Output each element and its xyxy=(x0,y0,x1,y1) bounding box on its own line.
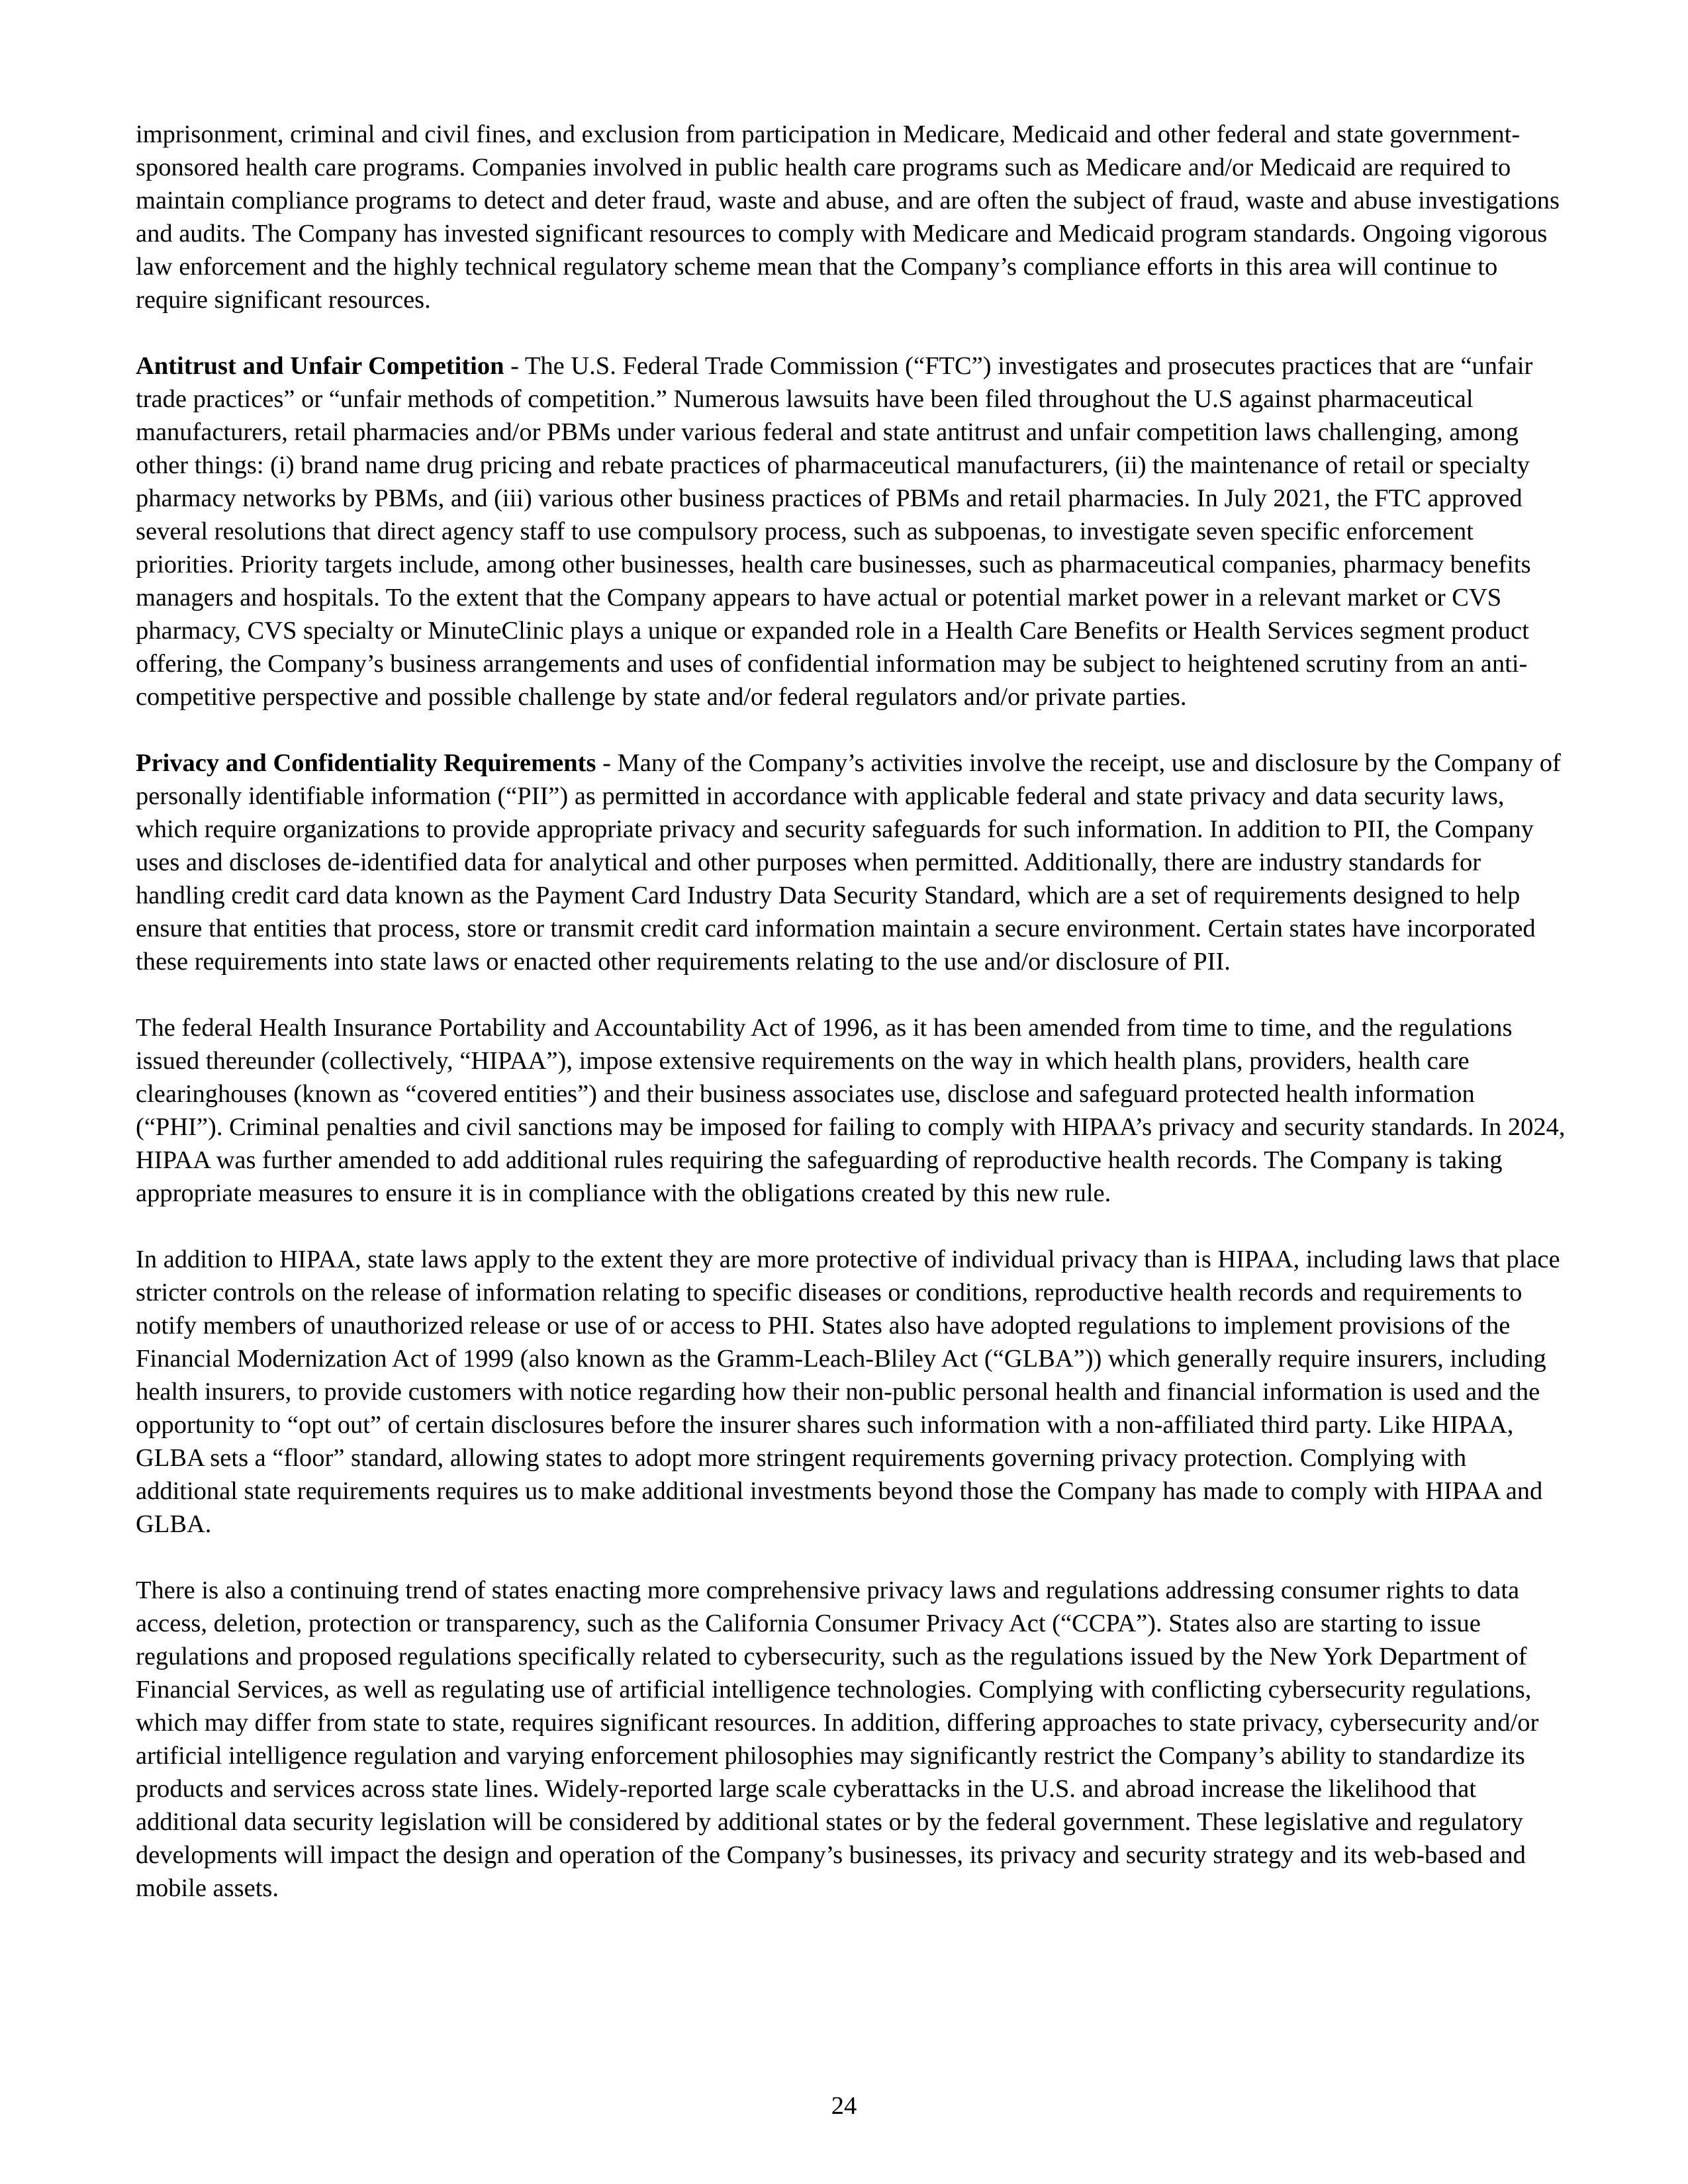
page-number: 24 xyxy=(831,2092,857,2120)
paragraph-text: imprisonment, criminal and civil fines, and exclusion from participation in Medicare, Medicaid and other federal and state government-sponsored health care programs. Companies involved in public health care programs such as Medicare and/or Medicaid are required to maintain compliance programs to detect and deter fraud, waste and abuse, and are often the subject of fraud, waste and abuse investigations and audits. The Company has invested significant resources to comply with Medicare and Medicaid program standards. Ongoing vigorous law enforcement and the highly technical regulatory scheme mean that the Company’s compliance efforts in this area will continue to require significant resources. xyxy=(136,120,1560,314)
paragraph-hipaa xyxy=(136,1011,1566,1210)
paragraph-privacy-trend xyxy=(136,1574,1566,1905)
paragraph-text: - Many of the Company’s activities involve the receipt, use and disclosure by the Company of personally identifiable information (“PII”) as permitted in accordance with applicable federal and state privacy and data security laws, which require organizations to provide appropriate privacy and security safeguards for such information. In addition to PII, the Company uses and discloses de-identified data for analytical and other purposes when permitted. Additionally, there are industry standards for handling credit card data known as the Payment Card Industry Data Security Standard, which are a set of requirements designed to help ensure that entities that process, store or transmit credit card information maintain a secure environment. Certain states have incorporated these requirements into state laws or enacted other requirements relating to the use and/or disclosure of PII. xyxy=(136,749,1561,976)
paragraph-text: There is also a continuing trend of states enacting more comprehensive privacy laws and regulations addressing consumer rights to data access, deletion, protection or transparency, such as the California Consumer Privacy Act (“CCPA”). States also are starting to issue regulations and proposed regulations specifically related to cybersecurity, such as the regulations issued by the New York Department of Financial Services, as well as regulating use of artificial intelligence technologies. Complying with conflicting cybersecurity regulations, which may differ from state to state, requires significant resources. In addition, differing approaches to state privacy, cybersecurity and/or artificial intelligence regulation and varying enforcement philosophies may significantly restrict the Company’s ability to standardize its products and services across state lines. Widely-reported large scale cyberattacks in the U.S. and abroad increase the likelihood that additional data security legislation will be considered by additional states or by the federal government. These legislative and regulatory developments will impact the design and operation of the Company’s businesses, its privacy and security strategy and its web-based and mobile assets. xyxy=(136,1576,1539,1902)
paragraph-text: - The U.S. Federal Trade Commission (“FTC”) investigates and prosecutes practices that are “unfair trade practices” or “unfair methods of competition.” Numerous lawsuits have been filed throughout the U.S against pharmaceutical manufacturers, retail pharmacies and/or PBMs under various federal and state antitrust and unfair competition laws challenging, among other things: (i) brand name drug pricing and rebate practices of pharmaceutical manufacturers, (ii) the maintenance of retail or specialty pharmacy networks by PBMs, and (iii) various other business practices of PBMs and retail pharmacies. In July 2021, the FTC approved several resolutions that direct agency staff to use compulsory process, such as subpoenas, to investigate seven specific enforcement priorities. Priority targets include, among other businesses, health care businesses, such as pharmaceutical companies, pharmacy benefits managers and hospitals. To the extent that the Company appears to have actual or potential market power in a relevant market or CVS pharmacy, CVS specialty or MinuteClinic plays a unique or expanded role in a Health Care Benefits or Health Services segment product offering, the Company’s business arrangements and uses of confidential information may be subject to heightened scrutiny from an anti-competitive perspective and possible challenge by state and/or federal regulators and/or private parties. xyxy=(136,352,1533,711)
paragraph-antitrust xyxy=(136,349,1566,713)
paragraph-privacy xyxy=(136,747,1566,978)
paragraph-fraud-abuse xyxy=(136,118,1566,316)
section-heading-antitrust: Antitrust and Unfair Competition xyxy=(136,352,504,380)
document-body xyxy=(136,118,1566,1938)
paragraph-state-laws xyxy=(136,1243,1566,1541)
section-heading-privacy: Privacy and Confidentiality Requirements xyxy=(136,749,596,777)
paragraph-text: The federal Health Insurance Portability and Accountability Act of 1996, as it has been amended from time to time, and the regulations issued thereunder (collectively, “HIPAA”), impose extensive requirements on the way in which health plans, providers, health care clearinghouses (known as “covered entities”) and their business associates use, disclose and safeguard protected health information (“PHI”). Criminal penalties and civil sanctions may be imposed for failing to comply with HIPAA’s privacy and security standards. In 2024, HIPAA was further amended to add additional rules requiring the safeguarding of reproductive health records. The Company is taking appropriate measures to ensure it is in compliance with the obligations created by this new rule. xyxy=(136,1014,1566,1207)
paragraph-text: In addition to HIPAA, state laws apply to the extent they are more protective of individual privacy than is HIPAA, including laws that place stricter controls on the release of information relating to specific diseases or conditions, reproductive health records and requirements to notify members of unauthorized release or use of or access to PHI. States also have adopted regulations to implement provisions of the Financial Modernization Act of 1999 (also known as the Gramm-Leach-Bliley Act (“GLBA”)) which generally require insurers, including health insurers, to provide customers with notice regarding how their non-public personal health and financial information is used and the opportunity to “opt out” of certain disclosures before the insurer shares such information with a non-affiliated third party. Like HIPAA, GLBA sets a “floor” standard, allowing states to adopt more stringent requirements governing privacy protection. Complying with additional state requirements requires us to make additional investments beyond those the Company has made to comply with HIPAA and GLBA. xyxy=(136,1246,1560,1538)
